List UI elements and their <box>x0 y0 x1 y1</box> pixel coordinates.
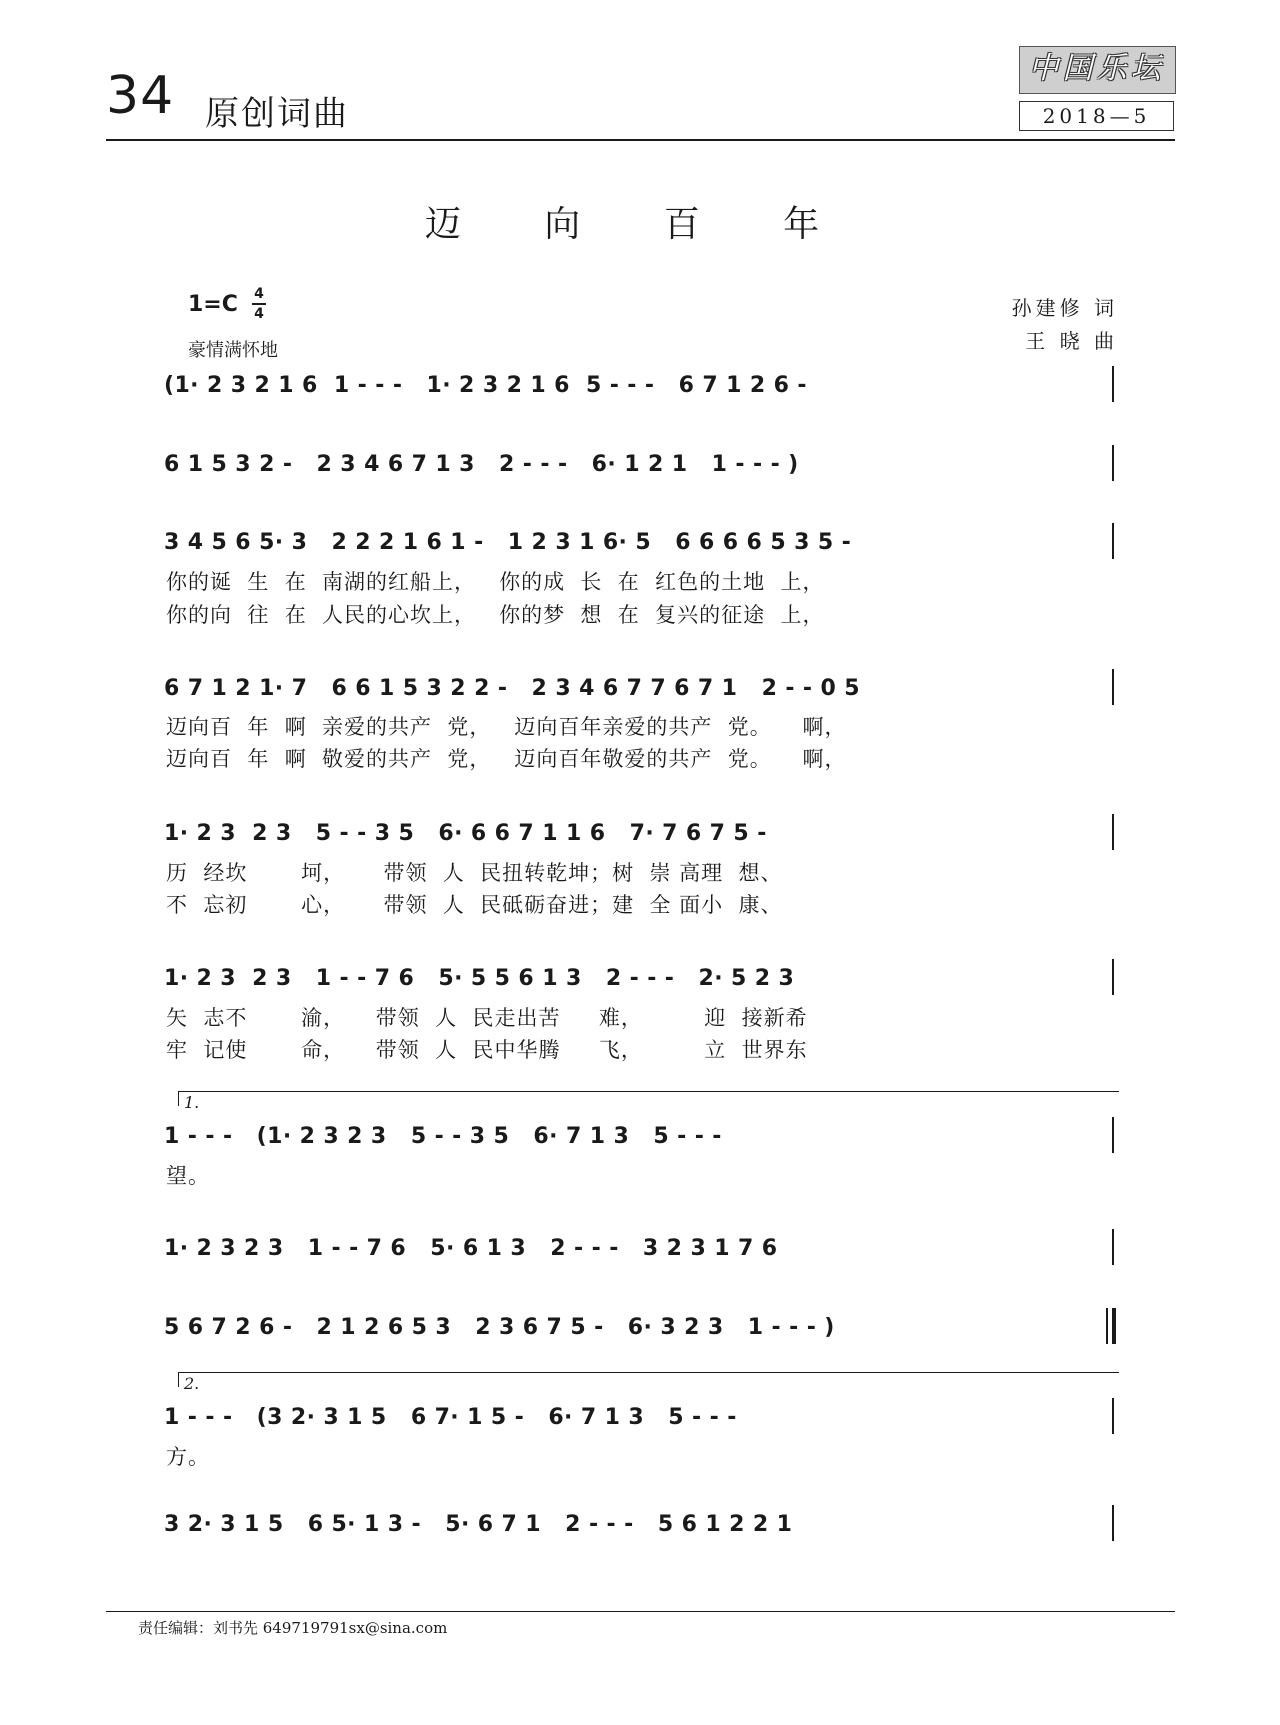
volta-label-1: 1. <box>184 1093 200 1112</box>
lyricist-credit: 孙建修 词 <box>1011 296 1118 320</box>
magazine-logo: 中国乐坛 <box>1028 51 1165 86</box>
time-top: 4 <box>254 286 264 302</box>
key-signature: 1=C <box>188 292 238 317</box>
lyric-line-4b: 迈向百 年 啊 敬爱的共产 党， 迈向百年敬爱的共产 党。 啊， <box>166 747 847 771</box>
final-repeat-barline <box>1112 1308 1116 1344</box>
lyric-line-3a: 你的诞 生 在 南湖的红船上， 你的成 长 在 红色的土地 上， <box>166 570 825 594</box>
barline <box>1112 959 1114 995</box>
score-line-6: 1· 2 3 2 3 1 - - 7 6 5· 5 5 6 1 3 2 - - - 2· 5 2 3 <box>164 966 795 991</box>
lyric-line-4a: 迈向百 年 啊 亲爱的共产 党， 迈向百年亲爱的共产 党。 啊， <box>166 715 847 739</box>
volta-label-2: 2. <box>184 1374 200 1393</box>
footer-editor: 责任编辑：刘书先 649719791sx@sina.com <box>138 1619 448 1637</box>
lyric-line-3b: 你的向 往 在 人民的心坎上， 你的梦 想 在 复兴的征途 上， <box>166 603 825 627</box>
barline <box>1112 523 1114 559</box>
score-line-11: 3 2· 3 1 5 6 5· 1 3 - 5· 6 7 1 2 - - - 5 6 1 2 2 1 <box>164 1512 793 1537</box>
barline <box>1112 445 1114 481</box>
lyric-line-10: 方。 <box>166 1445 210 1469</box>
time-bottom: 4 <box>254 306 264 322</box>
lyric-line-6a: 矢 志不 渝， 带领 人 民走出苦 难， 迎 接新希 <box>166 1006 808 1030</box>
score-line-5: 1· 2 3 2 3 5 - - 3 5 6· 6 6 7 1 1 6 7· 7 6 7 5 - <box>164 821 767 846</box>
page-number: 34 <box>106 66 175 126</box>
score-line-8: 1· 2 3 2 3 1 - - 7 6 5· 6 1 3 2 - - - 3 2 3 1 7 6 <box>164 1236 778 1261</box>
barline <box>1106 1308 1108 1344</box>
barline <box>1112 1505 1114 1541</box>
score-line-3: 3 4 5 6 5· 3 2 2 2 1 6 1 - 1 2 3 1 6· 5 6 6 6 6 5 3 5 - <box>164 530 852 555</box>
volta-bracket-2 <box>178 1372 1119 1387</box>
barline <box>1112 1398 1114 1434</box>
time-fraction-bar <box>252 303 266 305</box>
volta-bracket-1 <box>178 1091 1119 1106</box>
score-line-4: 6 7 1 2 1· 7 6 6 1 5 3 2 2 - 2 3 4 6 7 7 6 7 1 2 - - 0 5 <box>164 676 860 701</box>
score-line-2: 6 1 5 3 2 - 2 3 4 6 7 1 3 2 - - - 6· 1 2 1 1 - - - ) <box>164 452 799 477</box>
lyric-line-5a: 历 经坎 坷， 带领 人 民扭转乾坤；树 崇 高理 想、 <box>166 861 783 885</box>
section-title: 原创词曲 <box>205 94 349 134</box>
barline <box>1112 669 1114 705</box>
time-signature <box>252 286 266 322</box>
footer-rule <box>106 1611 1175 1612</box>
composer-credit: 王 晓 曲 <box>1025 329 1118 353</box>
barline <box>1112 1117 1114 1153</box>
lyric-line-6b: 牢 记使 命， 带领 人 民中华腾 飞， 立 世界东 <box>166 1038 808 1062</box>
tempo-marking: 豪情满怀地 <box>188 340 278 361</box>
score-line-1: (1· 2 3 2 1 6 1 - - - 1· 2 3 2 1 6 5 - - - 6 7 1 2 6 - <box>164 373 807 398</box>
header-rule <box>106 139 1175 141</box>
song-title: 迈 向 百 年 <box>424 204 856 245</box>
score-line-7: 1 - - - (1· 2 3 2 3 5 - - 3 5 6· 7 1 3 5 - - - <box>164 1124 722 1149</box>
lyric-line-5b: 不 忘初 心， 带领 人 民砥砺奋进；建 全 面小 康、 <box>166 893 783 917</box>
issue-number: 2018—5 <box>1019 101 1174 131</box>
barline <box>1112 814 1114 850</box>
lyric-line-7: 望。 <box>166 1164 210 1188</box>
barline <box>1112 366 1114 402</box>
barline <box>1112 1229 1114 1265</box>
score-line-9: 5 6 7 2 6 - 2 1 2 6 5 3 2 3 6 7 5 - 6· 3 2 3 1 - - - ) <box>164 1315 835 1340</box>
score-line-10: 1 - - - (3 2· 3 1 5 6 7· 1 5 - 6· 7 1 3 5 - - - <box>164 1405 737 1430</box>
